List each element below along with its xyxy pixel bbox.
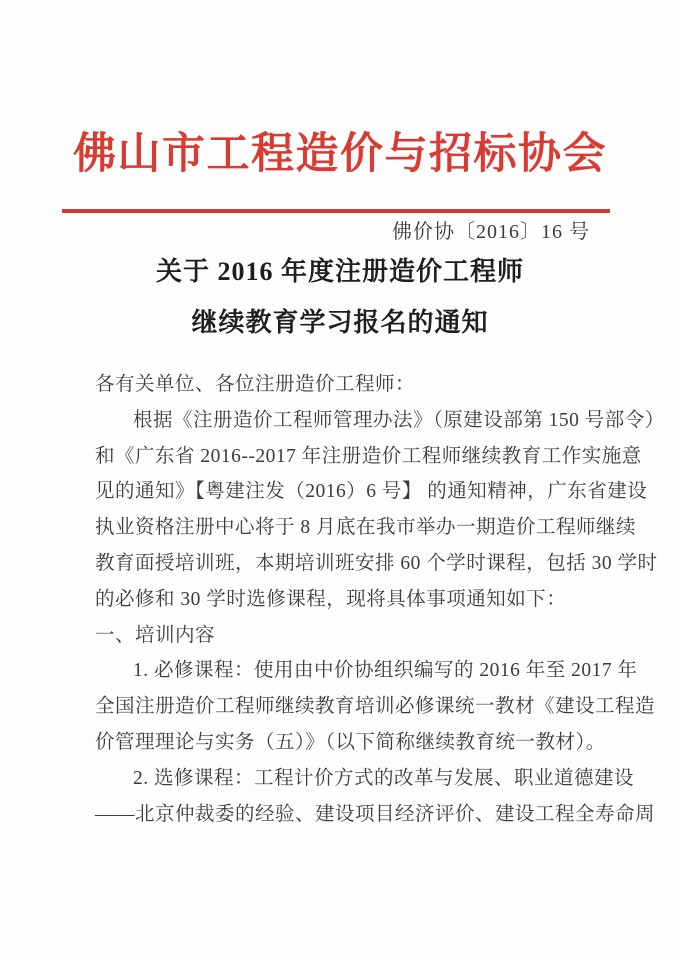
org-name-header: 佛山市工程造价与招标协会 <box>73 131 607 178</box>
body-line-item-2: 2. 选修课程：工程计价方式的改革与发展、职业道德建设 <box>133 767 635 789</box>
body-line-section-heading: 一、培训内容 <box>95 624 216 646</box>
doc-title-line-1: 关于 2016 年度注册造价工程师 <box>155 257 524 286</box>
doc-title-line-2: 继续教育学习报名的通知 <box>191 308 489 337</box>
document-body <box>95 367 665 832</box>
body-line: 执业资格注册中心将于 8 月底在我市举办一期造价工程师继续 <box>95 517 637 539</box>
body-line-item-1: 1. 必修课程：使用由中价协组织编写的 2016 年至 2017 年 <box>133 660 638 682</box>
doc-number: 佛价协〔2016〕16 号 <box>392 221 590 243</box>
body-line: 和《广东省 2016--2017 年注册造价工程师继续教育工作实施意 <box>95 445 642 467</box>
body-line: 价管理理论与实务（五）》（以下简称继续教育统一教材）。 <box>95 731 606 753</box>
body-line: ——北京仲裁委的经验、建设项目经济评价、建设工程全寿命周 <box>95 803 656 825</box>
body-line: 教育面授培训班，本期培训班安排 60 个学时课程，包括 30 学时 <box>95 552 658 574</box>
body-line: 的必修和 30 学时选修课程，现将具体事项通知如下： <box>95 588 567 610</box>
body-line: 全国注册造价工程师继续教育培训必修课统一教材《建设工程造 <box>95 696 656 718</box>
body-line-salutation: 各有关单位、各位注册造价工程师： <box>95 374 416 395</box>
body-line: 见的通知》【粤建注发（2016）6 号】 的通知精神，广东省建设 <box>95 481 648 503</box>
header-divider-line <box>62 209 610 213</box>
body-line: 根据《注册造价工程师管理办法》（原建设部第 150 号部令） <box>133 409 665 431</box>
